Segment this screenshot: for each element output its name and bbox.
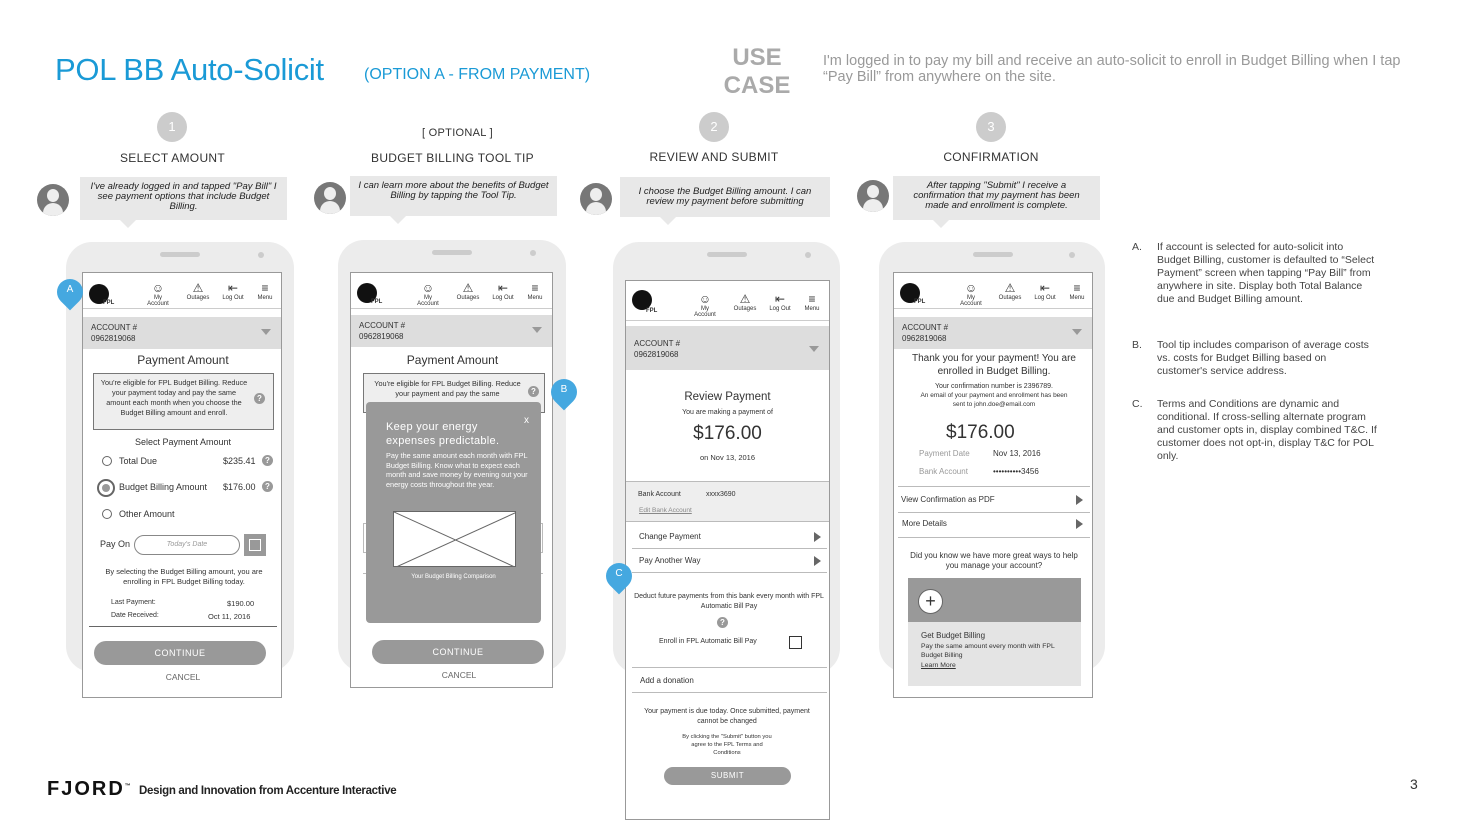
nav-my-account[interactable]: ☺ My Account (415, 281, 441, 307)
bank-account-panel (626, 481, 829, 522)
account-selector[interactable]: ACCOUNT # 0962819068 (626, 326, 829, 370)
nav-bar (351, 273, 552, 309)
menu-icon: ≡ (261, 281, 269, 295)
step-1-label: SELECT AMOUNT (119, 151, 226, 165)
thank-you-message: Thank you for your payment! You are enrolled in Budget Billing. (912, 353, 1076, 377)
eligibility-text: You're eligible for FPL Budget Billing. Reduce your payment today and pay the same amount each month when you choose the Budget Billing amount and enroll. (100, 378, 248, 417)
payment-amount: $176.00 (693, 423, 762, 444)
continue-button[interactable]: CONTINUE (372, 640, 544, 664)
fjord-logo: FJORD™ (47, 778, 133, 800)
logout-icon: ⇤ (227, 281, 239, 295)
date-received-label: Date Received: (111, 612, 159, 619)
budget-billing-promo (908, 622, 1081, 686)
account-icon: ☺ (421, 281, 435, 295)
use-case-description: I'm logged in to pay my bill and receive an auto-solicit to enroll in Budget Billing when I tap “Pay Bill” from anywhere on the site. (823, 53, 1401, 85)
view-pdf-link[interactable]: View Confirmation as PDF (901, 495, 995, 504)
account-icon: ☺ (698, 292, 712, 306)
payment-date-label: Payment Date (919, 449, 970, 458)
speech-bubble: I choose the Budget Billing amount. I can review my payment before submitting (620, 177, 830, 217)
speech-bubble: I can learn more about the benefits of Budget Billing by tapping the Tool Tip. (350, 176, 557, 216)
note-letter: C. (1132, 398, 1143, 410)
help-icon[interactable]: ? (262, 481, 273, 492)
footer-tagline: Design and Innovation from Accenture Interactive (139, 785, 397, 797)
step-3-label: CONFIRMATION (943, 150, 1039, 164)
nav-menu[interactable]: ≡ Menu (799, 292, 825, 312)
menu-icon: ≡ (1073, 281, 1081, 295)
nav-my-account[interactable]: ☺ My Account (958, 281, 984, 307)
warning-icon: ⚠ (462, 281, 474, 295)
fpl-logo-text: FPL (103, 300, 115, 306)
nav-outages[interactable]: ⚠ Outages (733, 292, 757, 312)
submit-button[interactable]: SUBMIT (664, 767, 791, 785)
warning-icon: ⚠ (192, 281, 204, 295)
nav-outages[interactable]: ⚠ Outages (456, 281, 480, 301)
nav-log-out[interactable]: ⇤ Log Out (1032, 281, 1058, 301)
get-budget-billing-desc: Pay the same amount every month with FPL Budget Billing (921, 643, 1055, 659)
callout-pin-b-label: B (560, 384, 568, 395)
account-selector[interactable]: ACCOUNT # 0962819068 (894, 317, 1092, 349)
account-selector[interactable]: ACCOUNT # 0962819068 (351, 315, 552, 347)
menu-icon: ≡ (531, 281, 539, 295)
speech-bubble: I've already logged in and tapped "Pay Bill" I see payment options that include Budget Billing. (80, 177, 287, 220)
tool-tip-popup (366, 402, 541, 623)
warning-icon: ⚠ (1004, 281, 1016, 295)
user-avatar-icon (857, 180, 889, 212)
other-amount-radio[interactable] (102, 509, 112, 519)
page-subtitle: (OPTION A - FROM PAYMENT) (364, 66, 591, 83)
option-label: Budget Billing Amount (119, 482, 208, 492)
bank-account-value: ••••••••••3456 (993, 467, 1039, 476)
close-icon[interactable]: x (524, 415, 529, 426)
chevron-right-icon (814, 532, 821, 542)
help-icon[interactable]: ? (528, 386, 539, 397)
page-title: POL BB Auto-Solicit (55, 52, 324, 87)
speech-bubble: After tapping "Submit" I receive a confirmation that my payment has been made and enrollment is complete. (893, 176, 1100, 220)
deduct-text: Deduct future payments from this bank every month with FPL Automatic Bill Pay (634, 593, 824, 610)
nav-log-out[interactable]: ⇤ Log Out (490, 281, 516, 301)
payment-amount: $176.00 (946, 422, 1015, 443)
change-payment-link[interactable]: Change Payment (639, 532, 701, 541)
fpl-logo-text: FPL (646, 308, 658, 314)
menu-icon: ≡ (808, 292, 816, 306)
account-icon: ☺ (151, 281, 165, 295)
nav-log-out[interactable]: ⇤ Log Out (220, 281, 246, 301)
nav-my-account[interactable]: ☺ My Account (145, 281, 171, 307)
user-avatar-icon (37, 184, 69, 216)
budget-billing-radio[interactable] (97, 479, 115, 497)
option-label: Total Due (119, 456, 158, 466)
nav-outages[interactable]: ⚠ Outages (186, 281, 210, 301)
payment-amount-heading: Payment Amount (406, 353, 499, 367)
fpl-logo-text: FPL (914, 299, 926, 305)
screen-review-payment (625, 280, 830, 820)
confirmation-email: An email of your payment and enrollment has been sent to john.doe@email.com (920, 392, 1068, 408)
chevron-right-icon (814, 556, 821, 566)
enroll-auto-pay-label: Enroll in FPL Automatic Bill Pay (659, 638, 757, 645)
pay-on-label: Pay On (100, 539, 131, 549)
warning-icon: ⚠ (739, 292, 751, 306)
terms-note: By clicking the "Submit" button you agree to the FPL Terms and Conditions (682, 734, 772, 756)
chevron-down-icon (532, 327, 542, 333)
option-amount: $176.00 (223, 482, 256, 492)
cancel-link[interactable]: CANCEL (441, 670, 477, 680)
step-2-number: 2 (699, 112, 729, 142)
payment-date: on Nov 13, 2016 (699, 453, 756, 462)
note-text: Tool tip includes comparison of average costs vs. costs for Budget Billing based on customer's service address. (1157, 339, 1369, 377)
nav-log-out[interactable]: ⇤ Log Out (767, 292, 793, 312)
chevron-right-icon (1076, 519, 1083, 529)
help-icon[interactable]: ? (254, 393, 265, 404)
last-payment-label: Last Payment: (111, 599, 156, 606)
logout-icon: ⇤ (497, 281, 509, 295)
screen-select-amount (82, 272, 282, 698)
help-icon[interactable]: ? (262, 455, 273, 466)
last-payment-value: $190.00 (227, 599, 255, 608)
option-label: Other Amount (119, 509, 175, 519)
learn-more-link[interactable]: Learn More (921, 662, 956, 669)
chevron-down-icon (1072, 329, 1082, 335)
chevron-down-icon (809, 346, 819, 352)
payment-amount-heading: Payment Amount (137, 353, 229, 367)
fpl-logo-text: FPL (371, 299, 383, 305)
fpl-logo (632, 290, 652, 310)
select-payment-label: Select Payment Amount (134, 437, 232, 447)
chevron-right-icon (1076, 495, 1083, 505)
get-budget-billing-title: Get Budget Billing (921, 631, 986, 640)
step-1-number: 1 (157, 112, 187, 142)
bank-account-label: Bank Account (919, 467, 968, 476)
option-amount: $235.41 (223, 456, 256, 466)
did-you-know-text: Did you know we have more great ways to help you manage your account? (910, 551, 1078, 570)
note-letter: B. (1132, 339, 1142, 351)
bank-value: xxxx3690 (706, 491, 736, 498)
logout-icon: ⇤ (774, 292, 786, 306)
total-due-radio[interactable] (102, 456, 112, 466)
step-2-label: REVIEW AND SUBMIT (649, 150, 779, 164)
nav-bar (83, 273, 281, 309)
payment-date-value: Nov 13, 2016 (993, 449, 1041, 458)
add-donation-link[interactable]: Add a donation (640, 676, 694, 685)
tool-tip-body: Pay the same amount each month with FPL Budget Billing. Know what to expect each month and save money by evening out your energy costs throughout the year. (386, 451, 528, 489)
plus-icon[interactable]: + (918, 589, 943, 614)
note-text: If account is selected for auto-solicit into Budget Billing, customer is defaulted to “Select Payment” screen when tapping “Pay Bill” from anywhere in site. Display both Total Balance due and Budget Billing amount. (1157, 241, 1375, 305)
note-text: Terms and Conditions are dynamic and conditional. If cross-selling alternate program and customer opts in, display combined T&C. If customer does not opt-in, display T&C for POL only. (1157, 398, 1377, 462)
bank-label: Bank Account (638, 491, 681, 498)
nav-menu[interactable]: ≡ Menu (522, 281, 548, 301)
pay-another-way-link[interactable]: Pay Another Way (639, 556, 701, 565)
use-case-label: USE CASE (723, 44, 791, 99)
making-payment-text: You are making a payment of (682, 409, 773, 416)
due-note: Your payment is due today. Once submitted, payment cannot be changed (644, 708, 810, 725)
review-payment-heading: Review Payment (684, 391, 771, 403)
tool-tip-caption: Your Budget Billing Comparison (411, 574, 496, 580)
step-optional-title: BUDGET BILLING TOOL TIP (371, 151, 534, 165)
edit-bank-link[interactable]: Edit Bank Account (639, 507, 692, 514)
chevron-down-icon (261, 329, 271, 335)
eligibility-text: You're eligible for FPL Budget Billing. Reduce your payment and pay the same (374, 379, 521, 398)
more-details-link[interactable]: More Details (902, 519, 947, 528)
calendar-icon[interactable] (244, 534, 266, 556)
page-number: 3 (1410, 776, 1418, 792)
nav-bar (894, 273, 1092, 309)
step-optional-label: [ OPTIONAL ] (421, 127, 494, 139)
nav-outages[interactable]: ⚠ Outages (998, 281, 1022, 301)
account-icon: ☺ (964, 281, 978, 295)
tool-tip-title: Keep your energy expenses predictable. (386, 421, 500, 447)
cancel-link[interactable]: CANCEL (165, 672, 201, 682)
continue-button[interactable]: CONTINUE (94, 641, 266, 665)
note-letter: A. (1132, 241, 1142, 253)
help-icon[interactable]: ? (717, 617, 728, 628)
account-selector[interactable]: ACCOUNT # 0962819068 (83, 317, 281, 349)
callout-pin-c-label: C (615, 568, 623, 579)
date-input[interactable]: Today's Date (134, 535, 240, 555)
logout-icon: ⇤ (1039, 281, 1051, 295)
date-received-value: Oct 11, 2016 (208, 612, 251, 621)
user-avatar-icon (314, 182, 346, 214)
screen-confirmation (893, 272, 1093, 698)
step-3-number: 3 (976, 112, 1006, 142)
auto-pay-checkbox[interactable] (789, 636, 802, 649)
callout-pin-a-label: A (66, 284, 74, 295)
nav-bar (626, 281, 829, 321)
enroll-note: By selecting the Budget Billing amount, you are enrolling in FPL Budget Billing today. (105, 567, 263, 586)
eligibility-box (93, 373, 274, 430)
nav-menu[interactable]: ≡ Menu (1064, 281, 1090, 301)
comparison-image-placeholder (393, 511, 516, 567)
nav-my-account[interactable]: ☺ My Account (692, 292, 718, 318)
promo-image (908, 578, 1081, 622)
user-avatar-icon (580, 183, 612, 215)
nav-menu[interactable]: ≡ Menu (252, 281, 278, 301)
confirmation-number: Your confirmation number is 2396789. (934, 383, 1054, 390)
